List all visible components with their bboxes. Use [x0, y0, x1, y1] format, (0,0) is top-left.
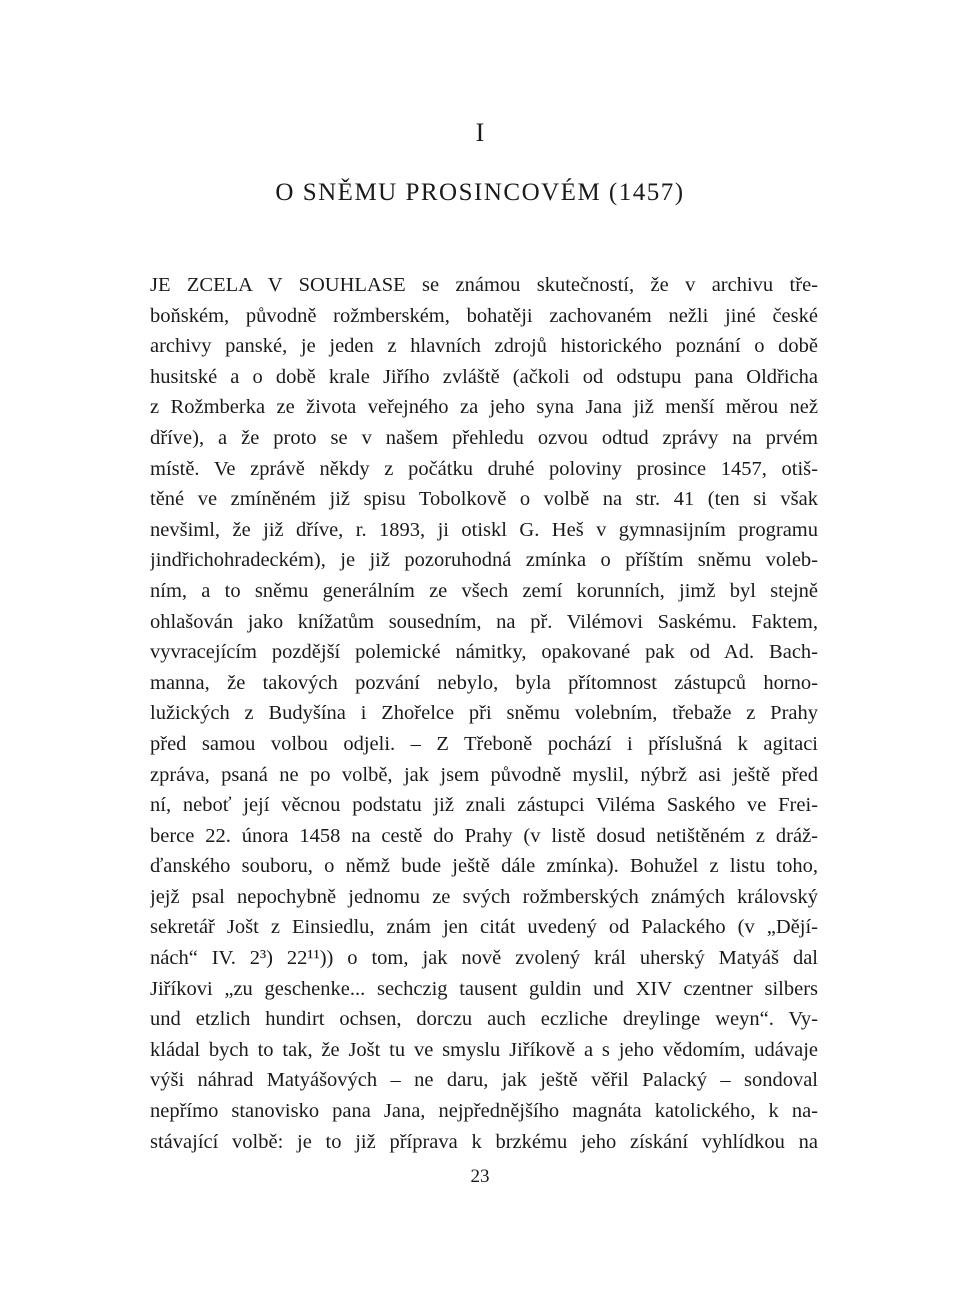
text-line: husitské a o době krale Jiřího zvláště (ačkoli od odstupu pana Oldřicha [150, 365, 818, 388]
chapter-title: O SNĚMU PROSINCOVÉM (1457) [275, 179, 685, 206]
text-line: těné ve zmíněném již spisu Tobolkově o volbě na str. 41 (ten si však [150, 488, 818, 511]
text-line: jindřichohradeckém), je již pozoruhodná zmínka o příštím sněmu voleb- [150, 549, 818, 572]
text-line: před samou volbou odjeli. – Z Třeboně pochází i příslušná k agitaci [150, 732, 818, 755]
text-line: ohlašován jako knížatům sousedním, na př. Vilémovi Saskému. Faktem, [150, 610, 818, 633]
text-line: nepřímo stanovisko pana Jana, nejpřednějšího magnáta katolického, k na- [150, 1100, 818, 1123]
text-line: lužických z Budyšína i Zhořelce při sněmu volebním, třebaže z Prahy [150, 702, 818, 725]
text-line: und etzlich hundirt ochsen, dorczu auch eczliche dreylinge weyn“. Vy- [150, 1008, 818, 1031]
text-line: kládal bych to tak, že Jošt tu ve smyslu Jiříkově a s jeho vědomím, udávaje [150, 1038, 818, 1061]
text-line: dříve), a že proto se v našem přehledu ozvou odtud zprávy na prvém [150, 426, 818, 449]
text-line: nách“ IV. 2³) 22¹¹)) o tom, jak nově zvolený král uherský Matyáš dal [150, 947, 818, 970]
text-line: ďanského souboru, o němž bude ještě dále zmínka). Bohužel z listu toho, [150, 855, 818, 878]
text-line: z Rožmberka ze života veřejného za jeho syna Jana již menší měrou než [150, 396, 818, 419]
text-line: ním, a to sněmu generálním ze všech zemí korunních, jimž byl stejně [150, 579, 818, 602]
text-line: stávající volbě: je to již příprava k brzkému jeho získání vyhlídkou na [150, 1130, 818, 1153]
text-line: JE ZCELA V SOUHLASE se známou skutečností, že v archivu tře- [150, 274, 818, 296]
chapter-number: I [475, 118, 485, 147]
text-line: výši náhrad Matyášových – ne daru, jak ještě věřil Palacký – sondoval [150, 1069, 818, 1092]
text-line: ní, neboť její věcnou podstatu již znali zástupci Viléma Saského ve Frei- [150, 794, 818, 817]
body-text [150, 270, 818, 1157]
text-line: berce 22. února 1458 na cestě do Prahy (v listě dosud netištěném z dráž- [150, 824, 818, 847]
text-line: archivy panské, je jeden z hlavních zdrojů historického poznání o době [150, 335, 818, 358]
text-line: manna, že takových pozvání nebylo, byla přítomnost zástupců horno- [150, 671, 818, 694]
page-number: 23 [470, 1166, 490, 1187]
text-line: zpráva, psaná ne po volbě, jak jsem původně myslil, nýbrž asi ještě před [150, 763, 818, 786]
text-line: Jiříkovi „zu geschenke... sechczig tausent guldin und XIV czentner silbers [150, 977, 818, 1000]
text-line: boňském, původně rožmberském, bohatěji zachovaném nežli jiné české [150, 304, 818, 327]
text-line: sekretář Jošt z Einsiedlu, znám jen citát uvedený od Palackého (v „Dějí- [150, 916, 818, 939]
text-line: jejž psal nepochybně jednomu ze svých rožmberských známých královský [150, 885, 818, 908]
text-line: vyvracejícím pozdější polemické námitky, opakované pak od Ad. Bach- [150, 641, 818, 664]
text-line: místě. Ve zprávě někdy z počátku druhé poloviny prosince 1457, otiš- [150, 457, 818, 480]
text-line: nevšiml, že již dříve, r. 1893, ji otiskl G. Heš v gymnasijním programu [150, 518, 818, 541]
